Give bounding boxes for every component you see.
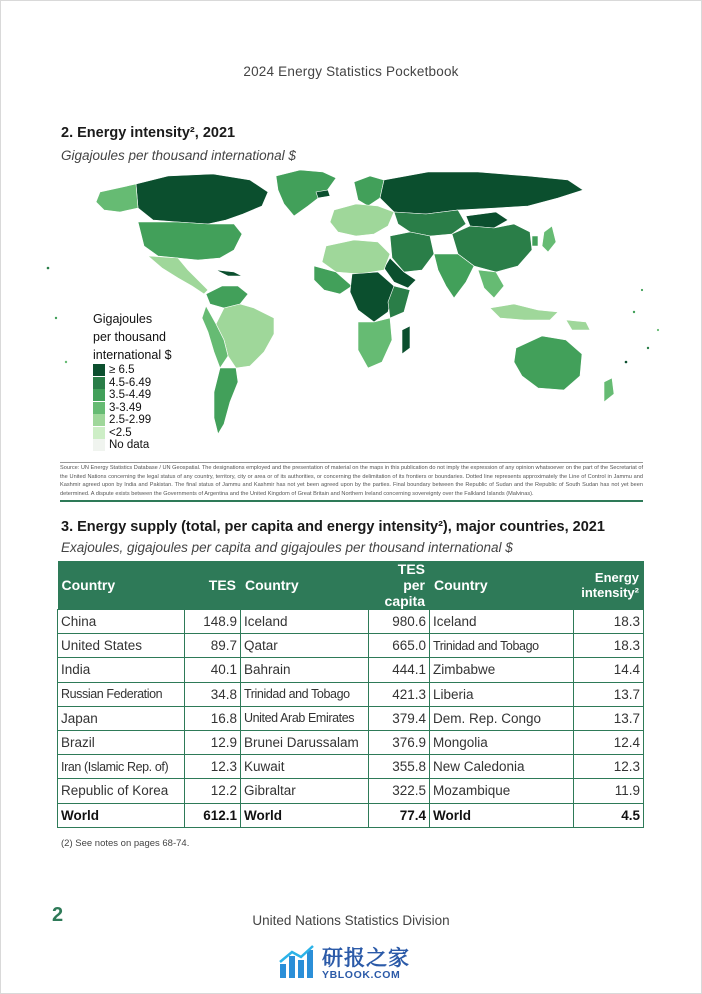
col-header-country: Country <box>58 561 185 610</box>
map-region-japan <box>542 226 556 252</box>
legend-item <box>93 414 193 427</box>
header-line: capita <box>384 593 425 609</box>
map-region-australia <box>514 336 582 390</box>
legend-item <box>93 427 193 440</box>
map-region-russia <box>380 172 583 214</box>
map-region-canada <box>136 174 268 224</box>
country-cell: Mozambique <box>430 779 574 803</box>
section2-subtitle: Gigajoules per thousand international $ <box>61 148 296 163</box>
value-cell: 18.3 <box>574 634 644 658</box>
map-region-europe <box>330 204 394 236</box>
legend-item <box>93 439 193 452</box>
value-cell: 14.4 <box>574 658 644 682</box>
value-cell: 665.0 <box>369 634 430 658</box>
legend-swatch <box>93 389 105 401</box>
country-cell: Gibraltar <box>241 779 369 803</box>
map-region-mongolia <box>466 212 508 228</box>
country-cell: New Caledonia <box>430 755 574 779</box>
map-region-central-africa <box>350 272 394 322</box>
header-line: intensity² <box>581 585 639 600</box>
table-row <box>58 658 644 682</box>
section3-title: 3. Energy supply (total, per capita and energy intensity²), major countries, 2021 <box>61 519 605 535</box>
map-region-korea <box>532 236 538 246</box>
table-row <box>58 634 644 658</box>
map-region-new-zealand <box>604 378 614 402</box>
footnote: (2) See notes on pages 68-74. <box>61 838 190 849</box>
map-region-north-africa <box>322 240 390 274</box>
value-cell: 77.4 <box>369 803 430 827</box>
table-row <box>58 779 644 803</box>
country-cell: Japan <box>58 706 185 730</box>
energy-supply-table <box>57 561 644 828</box>
value-cell: 4.5 <box>574 803 644 827</box>
map-region-png <box>566 320 590 330</box>
legend-label: <2.5 <box>109 426 132 439</box>
country-cell: Mongolia <box>430 730 574 754</box>
value-cell: 148.9 <box>185 610 241 634</box>
table-row <box>58 682 644 706</box>
value-cell: 444.1 <box>369 658 430 682</box>
map-region-southern-africa <box>358 318 392 368</box>
value-cell: 18.3 <box>574 610 644 634</box>
country-cell: India <box>58 658 185 682</box>
legend-item <box>93 389 193 402</box>
table-total-row <box>58 803 644 827</box>
country-cell: Trinidad and Tobago <box>241 682 369 706</box>
country-cell: Iran (Islamic Rep. of) <box>58 755 185 779</box>
table-row <box>58 730 644 754</box>
legend-swatch <box>93 427 105 439</box>
value-cell: 355.8 <box>369 755 430 779</box>
map-region-scandinavia <box>354 176 384 206</box>
map-region-madagascar <box>402 326 410 354</box>
value-cell: 34.8 <box>185 682 241 706</box>
map-source-note: Source: UN Energy Statistics Database / UN Geospatial. The designations employed and the presentation of material on the maps in this publication do not imply the expression of any opinion whatsoever on the part of the Secretariat of the United Nations concerning the legal status of any country, territory, city or area or of its authorities, or concerning the delimitation of its frontiers or boundaries. Dotted line represents approximately the Line of Control in Jammu and Kashmir agreed upon by India and Pakistan. The final status of Jammu and Kashmir has not yet been agreed upon by the parties. Final boundary between the Republic of Sudan and the Republic of South Sudan has not yet been determined. A dispute exists between the Governments of Argentina and the United Kingdom of Great Britain and Northern Ireland concerning sovereignty over the Falkland Islands (Malvinas). <box>60 462 643 502</box>
map-region-argentina <box>214 368 238 434</box>
legend-title-line2: per thousand <box>93 330 166 344</box>
legend-swatch <box>93 377 105 389</box>
map-legend <box>93 310 193 452</box>
value-cell: 12.3 <box>574 755 644 779</box>
map-region-alaska <box>96 184 138 212</box>
value-cell: 322.5 <box>369 779 430 803</box>
country-cell: Zimbabwe <box>430 658 574 682</box>
legend-swatch <box>93 414 105 426</box>
value-cell: 12.3 <box>185 755 241 779</box>
legend-swatch <box>93 402 105 414</box>
legend-label: 4.5-6.49 <box>109 376 152 389</box>
country-cell: Brazil <box>58 730 185 754</box>
country-cell: Republic of Korea <box>58 779 185 803</box>
page-number: 2 <box>52 904 64 926</box>
legend-label: 3-3.49 <box>109 401 142 414</box>
value-cell: 13.7 <box>574 682 644 706</box>
value-cell: 379.4 <box>369 706 430 730</box>
watermark <box>276 942 436 986</box>
col-header-energy-intensity <box>574 561 644 610</box>
running-footer: United Nations Statistics Division <box>252 913 450 928</box>
col-header-country: Country <box>430 561 574 610</box>
header-line: Energy <box>594 570 639 585</box>
legend-label: ≥ 6.5 <box>109 364 135 376</box>
country-cell: Russian Federation <box>58 682 185 706</box>
legend-swatch <box>93 439 105 451</box>
col-header-country: Country <box>241 561 369 610</box>
value-cell: 12.9 <box>185 730 241 754</box>
watermark-logo-icon <box>276 942 316 982</box>
legend-title-line1: Gigajoules <box>93 312 153 326</box>
table-row <box>58 706 644 730</box>
country-cell: World <box>430 803 574 827</box>
country-cell: United Arab Emirates <box>241 706 369 730</box>
running-header: 2024 Energy Statistics Pocketbook <box>243 64 459 79</box>
value-cell: 11.9 <box>574 779 644 803</box>
value-cell: 16.8 <box>185 706 241 730</box>
value-cell: 12.4 <box>574 730 644 754</box>
legend-swatch <box>93 364 105 376</box>
value-cell: 12.2 <box>185 779 241 803</box>
col-header-tes: TES <box>185 561 241 610</box>
watermark-url: YBLOOK.COM <box>322 969 401 981</box>
legend-label: No data <box>109 439 150 451</box>
country-cell: Trinidad and Tobago <box>430 634 574 658</box>
country-cell: Kuwait <box>241 755 369 779</box>
header-line: TES per <box>397 561 425 593</box>
value-cell: 376.9 <box>369 730 430 754</box>
map-region-indonesia <box>490 304 558 320</box>
legend-item <box>93 377 193 390</box>
country-cell: Iceland <box>430 610 574 634</box>
map-region-usa <box>138 222 242 260</box>
value-cell: 13.7 <box>574 706 644 730</box>
value-cell: 40.1 <box>185 658 241 682</box>
map-region-caribbean <box>216 270 242 276</box>
value-cell: 980.6 <box>369 610 430 634</box>
section3-subtitle: Exajoules, gigajoules per capita and gigajoules per thousand international $ <box>61 540 513 555</box>
legend-item <box>93 364 193 377</box>
table-row <box>58 610 644 634</box>
legend-item <box>93 402 193 415</box>
country-cell: Dem. Rep. Congo <box>430 706 574 730</box>
map-region-se-asia <box>478 270 504 298</box>
value-cell: 421.3 <box>369 682 430 706</box>
legend-title-line3: international $ <box>93 348 172 362</box>
country-cell: United States <box>58 634 185 658</box>
country-cell: Liberia <box>430 682 574 706</box>
country-cell: Iceland <box>241 610 369 634</box>
table-header-row <box>58 561 644 610</box>
country-cell: China <box>58 610 185 634</box>
value-cell: 89.7 <box>185 634 241 658</box>
value-cell: 612.1 <box>185 803 241 827</box>
table-row <box>58 755 644 779</box>
section2-title: 2. Energy intensity², 2021 <box>61 125 236 141</box>
country-cell: Brunei Darussalam <box>241 730 369 754</box>
country-cell: World <box>58 803 185 827</box>
country-cell: World <box>241 803 369 827</box>
col-header-tes-per-capita <box>369 561 430 610</box>
map-region-mexico <box>148 256 208 294</box>
watermark-text: 研报之家 <box>322 947 410 970</box>
legend-label: 3.5-4.49 <box>109 389 152 401</box>
country-cell: Qatar <box>241 634 369 658</box>
legend-label: 2.5-2.99 <box>109 414 152 426</box>
country-cell: Bahrain <box>241 658 369 682</box>
map-region-central-asia <box>394 210 466 236</box>
